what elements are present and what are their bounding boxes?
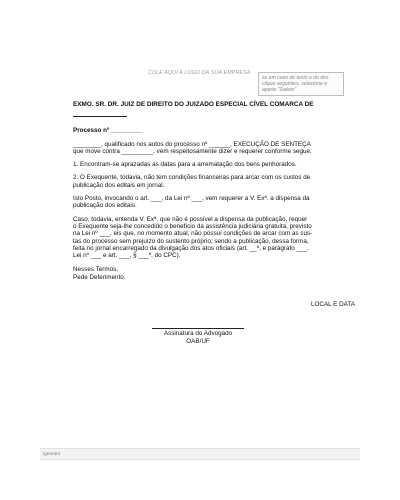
- document-heading: EXMO. SR. DR. JUIZ DE DIREITO DO JUIZADO ESPECIAL CÍVEL COMARCA DE: [73, 101, 314, 108]
- caso-paragraph: [73, 216, 361, 260]
- intro-line-2: que move contra _________, vem respeitosamente dizer e requerer conforme segue:: [73, 147, 312, 155]
- processo-number: Processo nº _________: [73, 127, 143, 135]
- signature-name: Assinatura do Advogado: [163, 330, 233, 338]
- closing-paragraph: [73, 266, 361, 281]
- item-1-line: 1. Encontram-se aprazadas as datas para a arrematação dos bens penhorados.: [73, 161, 297, 169]
- callout-line-3: aperte "Delete": [262, 87, 297, 93]
- caso-line-6: Lei nº ___ e art. ___, § ___º, do CPC).: [73, 252, 181, 260]
- closing-line-2: Pede Deferimento.: [73, 273, 126, 281]
- caso-line-5: feita no jornal encarregado da divulgação dos atos oficiais (art. __º, e parágrafo ___,: [73, 244, 309, 252]
- isto-posto-line-2: publicação dos editais.: [73, 202, 137, 210]
- intro-line-1: ________, qualificado nos autos do processo nº ______, EXECUÇÃO DE SENTEÇA: [73, 140, 311, 148]
- instruction-callout: [258, 72, 344, 96]
- item-2-line-2: publicação dos editais em jornal.: [73, 181, 165, 189]
- item-2-line-1: 2. O Exequente, todavia, não tem condições financeiras para arcar com os custos de: [73, 174, 311, 182]
- caso-line-4: tas do processo sem prejuízo do sustento próprio; sendo a publicação, dessa forma,: [73, 237, 309, 245]
- footer-label: Ignorant: [43, 451, 60, 456]
- callout-line-2: clique seguintes, selecione e: [262, 81, 328, 87]
- footer-bar: [40, 448, 360, 460]
- item-2-paragraph: [73, 174, 361, 189]
- signature-block: [123, 328, 273, 345]
- caso-line-1: Caso, todavia, entenda V. Exª. que não é possível a dispensa da publicação, requer: [73, 215, 308, 223]
- callout-line-1: se em caso do texto e do dos: [262, 75, 329, 81]
- signature-line: [152, 328, 244, 329]
- closing-line-1: Nesses Termos,: [73, 266, 119, 274]
- document-body: [73, 101, 361, 345]
- item-1-paragraph: [73, 161, 361, 168]
- isto-posto-paragraph: [73, 195, 361, 210]
- isto-posto-line-1: Isto Posto, invocando o art. ___, da Lei nº ___, vem requerer a V. Exª. a dispensa da: [73, 195, 310, 203]
- local-e-data: LOCAL E DATA: [311, 301, 355, 309]
- intro-paragraph: [73, 141, 361, 156]
- caso-line-3: na Lei nº ___, eis que, no momento atual, não possui condições de arcar com as cus-: [73, 230, 313, 238]
- heading-blank-line: [73, 108, 127, 117]
- logo-placeholder-text: COLE AQUI A LOGO DA SUA EMPRESA: [148, 70, 251, 76]
- signature-oab: OAB/UF: [186, 337, 210, 345]
- caso-line-2: o Exequente seja-lhe concedido o benefício da assistência judiciária gratuita, previsto: [73, 222, 312, 230]
